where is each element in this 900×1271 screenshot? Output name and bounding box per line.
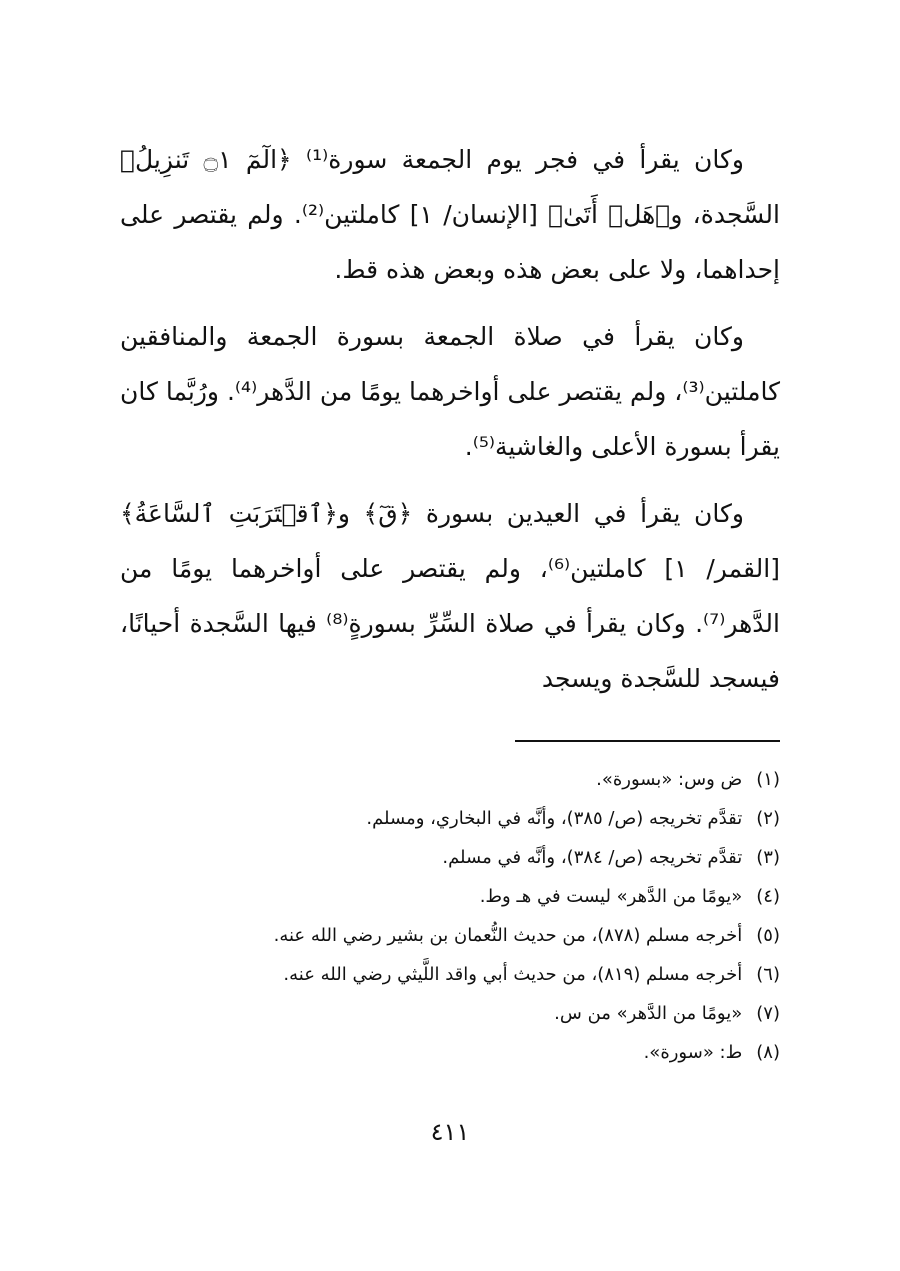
footnote-item <box>120 799 780 838</box>
footnote-item <box>120 955 780 994</box>
paragraph-friday-prayer: وكان يقرأ في صلاة الجمعة بسورة الجمعة والمنافقين كاملتين⁽³⁾، ولم يقتصر على أواخرهما يومًا من الدَّهر⁽⁴⁾. ورُبَّما كان يقرأ بسورة الأعلى والغاشية⁽⁵⁾. <box>120 322 780 461</box>
footnote-item <box>120 760 780 799</box>
footnote-item <box>120 994 780 1033</box>
footnote-number: (٤) <box>756 886 780 907</box>
footnote-text: «يومًا من الدَّهر» من س. <box>554 1003 743 1024</box>
footnote-item <box>120 877 780 916</box>
footnote-item <box>120 916 780 955</box>
paragraph-eid-prayer: وكان يقرأ في العيدين بسورة ﴿قٓ﴾ و﴿ٱقۡتَرَبَتِ ٱلسَّاعَةُ﴾ [القمر/ ١] كاملتين⁽⁶⁾، ولم يقتصر على أواخرهما يومًا من الدَّهر⁽⁷⁾. وكان يقرأ في صلاة السِّرِّ بسورةٍ⁽⁸⁾ فيها السَّجدة أحيانًا، فيسجد للسَّجدة ويسجد <box>120 499 780 693</box>
footnote-number: (٣) <box>756 847 780 868</box>
footnote-text: أخرجه مسلم (٨١٩)، من حديث أبي واقد اللَّيثي رضي الله عنه. <box>283 964 743 985</box>
footnote-text: أخرجه مسلم (٨٧٨)، من حديث النُّعمان بن بشير رضي الله عنه. <box>273 925 743 946</box>
footnote-text: تقدَّم تخريجه (ص/ ٣٨٥)، وأنَّه في البخاري، ومسلم. <box>366 808 743 829</box>
footnote-text: ط: «سورة». <box>643 1042 743 1063</box>
footnote-number: (٢) <box>756 808 780 829</box>
footnote-number: (٥) <box>756 925 780 946</box>
footnote-number: (٨) <box>756 1042 780 1063</box>
footnote-text: تقدَّم تخريجه (ص/ ٣٨٤)، وأنَّه في مسلم. <box>442 847 743 868</box>
footnote-item <box>120 838 780 877</box>
footnote-number: (٧) <box>756 1003 780 1024</box>
footnote-number: (١) <box>756 769 780 790</box>
main-text <box>120 132 780 718</box>
footnote-item <box>120 1033 780 1072</box>
page-number: ٤١١ <box>430 1118 470 1146</box>
footnote-text: «يومًا من الدَّهر» ليست في هـ وط. <box>479 886 743 907</box>
footnote-text: ض وس: «بسورة». <box>596 769 743 790</box>
footnote-divider <box>515 740 780 742</box>
footnote-number: (٦) <box>756 964 780 985</box>
paragraph-friday-fajr: وكان يقرأ في فجر يوم الجمعة سورة⁽¹⁾ ﴿الٓمٓ ۝١ تَنزِيلُ﴾ السَّجدة، و﴿هَلۡ أَتَىٰ﴾ [الإنسان/ ١] كاملتين⁽²⁾. ولم يقتصر على إحداهما، ولا على بعض هذه وبعض هذه قط. <box>120 145 780 284</box>
footnotes-list <box>120 760 780 1072</box>
